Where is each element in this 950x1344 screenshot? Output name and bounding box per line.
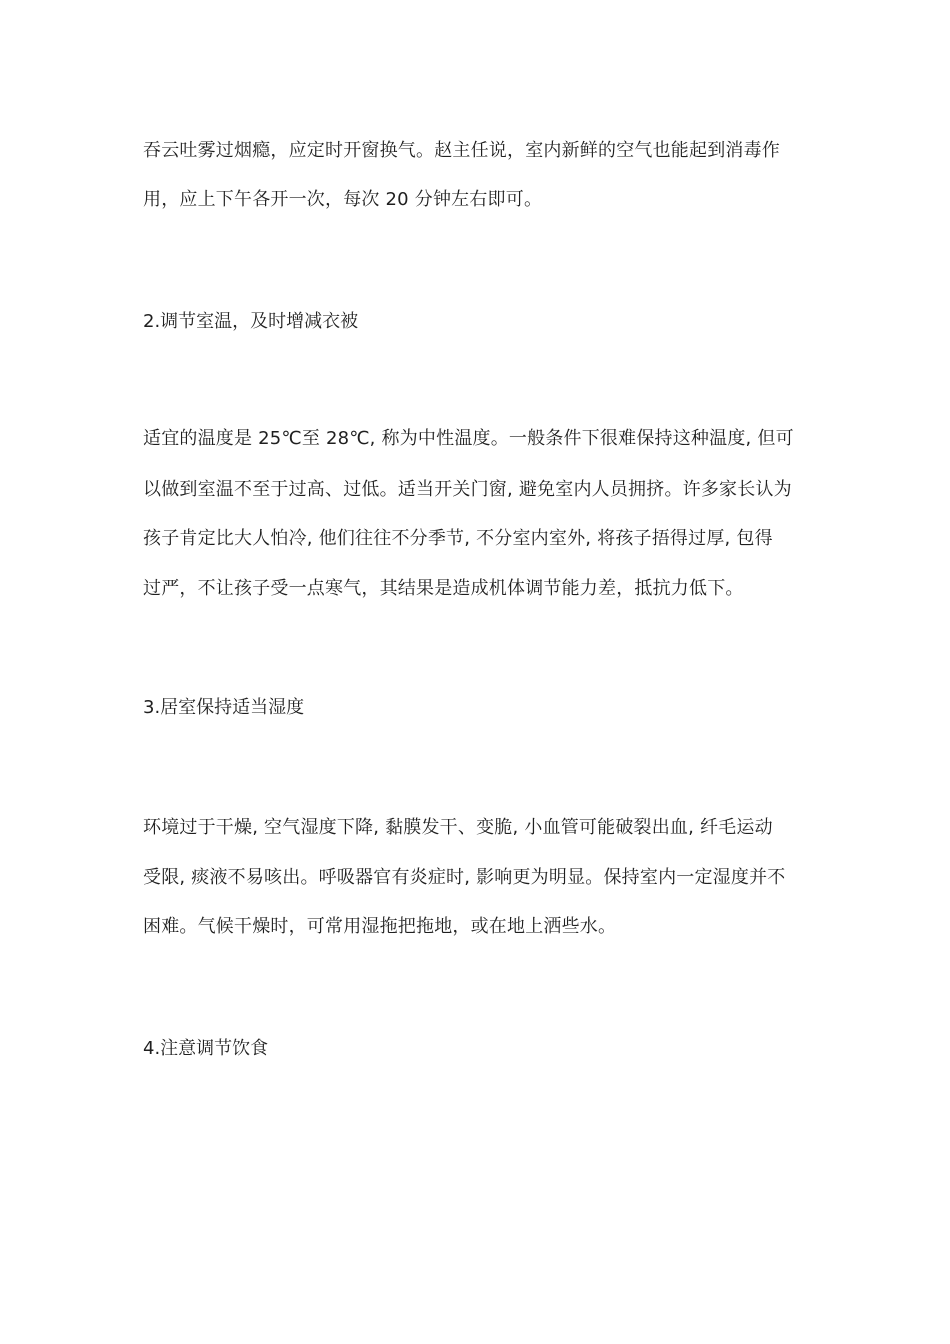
section-heading-room-temperature: 2.调节室温，及时增减衣被 bbox=[143, 311, 359, 332]
temperature-paragraph-line-2: 以做到室温不至于过高、过低。适当开关门窗, 避免室内人员拥挤。许多家长认为 bbox=[143, 479, 792, 500]
humidity-paragraph-line-2: 受限, 痰液不易咳出。呼吸器官有炎症时, 影响更为明显。保持室内一定湿度并不 bbox=[143, 867, 786, 888]
humidity-paragraph-line-1: 环境过于干燥, 空气湿度下降, 黏膜发干、变脆, 小血管可能破裂出血, 纤毛运动 bbox=[143, 817, 773, 838]
section-heading-humidity: 3.居室保持适当湿度 bbox=[143, 697, 305, 718]
section-heading-diet: 4.注意调节饮食 bbox=[143, 1038, 269, 1059]
humidity-paragraph-line-3: 困难。气候干燥时，可常用湿拖把拖地，或在地上洒些水。 bbox=[143, 916, 617, 937]
temperature-paragraph-line-4: 过严，不让孩子受一点寒气，其结果是造成机体调节能力差，抵抗力低下。 bbox=[143, 578, 744, 599]
intro-paragraph-line-2: 用，应上下午各开一次，每次 20 分钟左右即可。 bbox=[143, 189, 543, 210]
temperature-paragraph-line-3: 孩子肯定比大人怕冷, 他们往往不分季节, 不分室内室外, 将孩子捂得过厚, 包得 bbox=[143, 528, 773, 549]
temperature-paragraph-line-1: 适宜的温度是 25℃至 28℃, 称为中性温度。一般条件下很难保持这种温度, 但可 bbox=[143, 428, 794, 449]
intro-paragraph-line-1: 吞云吐雾过烟瘾，应定时开窗换气。赵主任说，室内新鲜的空气也能起到消毒作 bbox=[143, 140, 780, 161]
